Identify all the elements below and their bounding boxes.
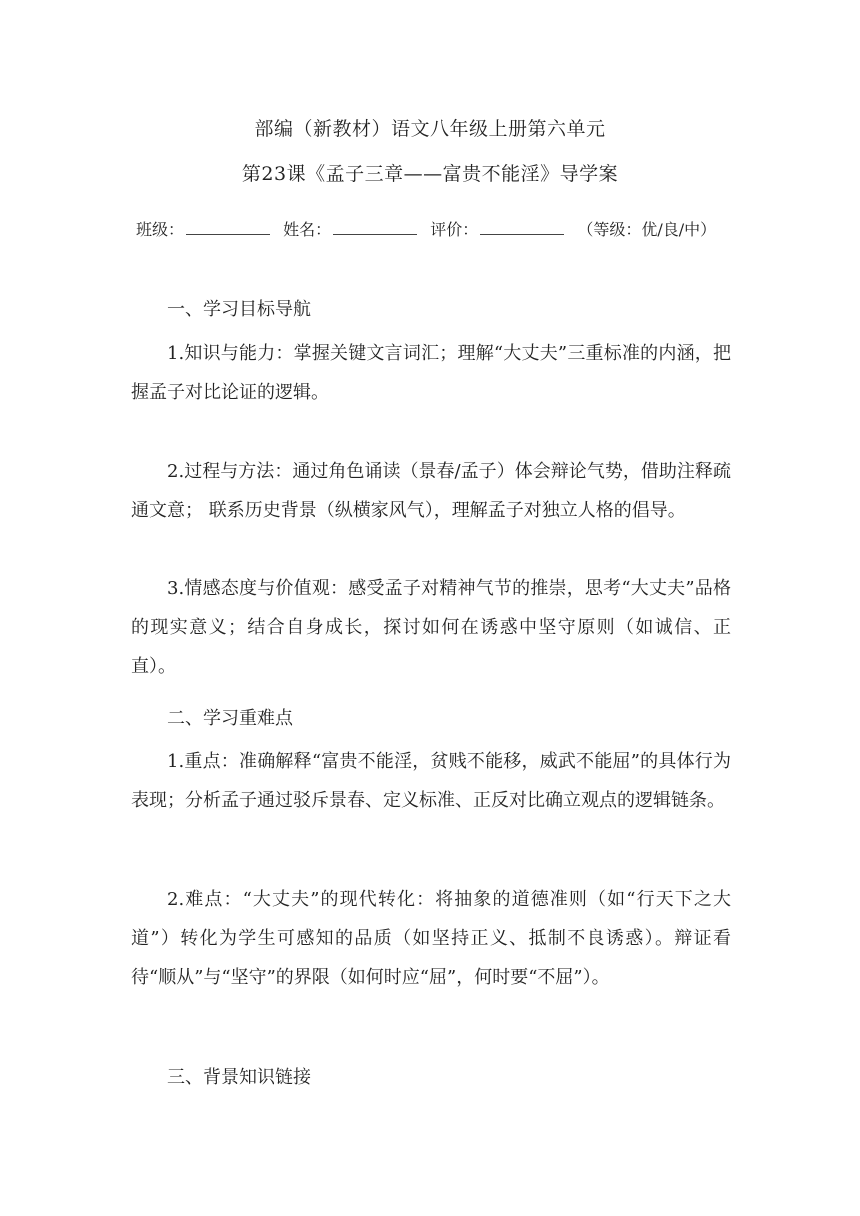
keypoint-paragraph-2: 2.难点：“大丈夫”的现代转化：将抽象的道德准则（如“行天下之大道”）转化为学生可感知的品质（如坚持正义、抵制不良诱惑）。辩证看待“顺从”与“坚守”的界限（如何时应“屈”，何时要“不屈”）。 [131,889,731,988]
section-heading-background: 三、背景知识链接 [167,1067,311,1088]
goal-paragraph-3: 3.情感态度与价值观：感受孟子对精神气节的推崇，思考“大丈夫”品格的现实意义；结合自身成长，探讨如何在诱惑中坚守原则（如诚信、正直）。 [131,578,731,677]
class-blank[interactable] [186,220,270,235]
eval-label: 评价： [430,220,479,239]
document-title: 部编（新教材）语文八年级上册第六单元 [254,118,606,140]
section-heading-goals: 一、学习目标导航 [167,299,311,320]
keypoint-paragraph-1: 1.重点：准确解释“富贵不能淫，贫贱不能移，威武不能屈”的具体行为表现；分析孟子通过驳斥景春、定义标准、正反对比确立观点的逻辑链条。 [131,751,731,811]
document-subtitle: 第23课《孟子三章——富贵不能淫》导学案 [241,163,619,185]
grade-note: （等级：优/良/中） [577,220,717,239]
student-info-line [136,217,716,240]
goal-paragraph-2: 2.过程与方法：通过角色诵读（景春/孟子）体会辩论气势，借助注释疏通文意； 联系历史背景（纵横家风气），理解孟子对独立人格的倡导。 [131,461,731,521]
name-label: 姓名： [283,220,332,239]
goal-paragraph-1: 1.知识与能力：掌握关键文言词汇；理解“大丈夫”三重标准的内涵，把握孟子对比论证的逻辑。 [131,343,731,403]
section-heading-keypoints: 二、学习重难点 [167,708,293,729]
name-blank[interactable] [333,220,417,235]
class-label: 班级： [136,220,185,239]
eval-blank[interactable] [480,220,564,235]
